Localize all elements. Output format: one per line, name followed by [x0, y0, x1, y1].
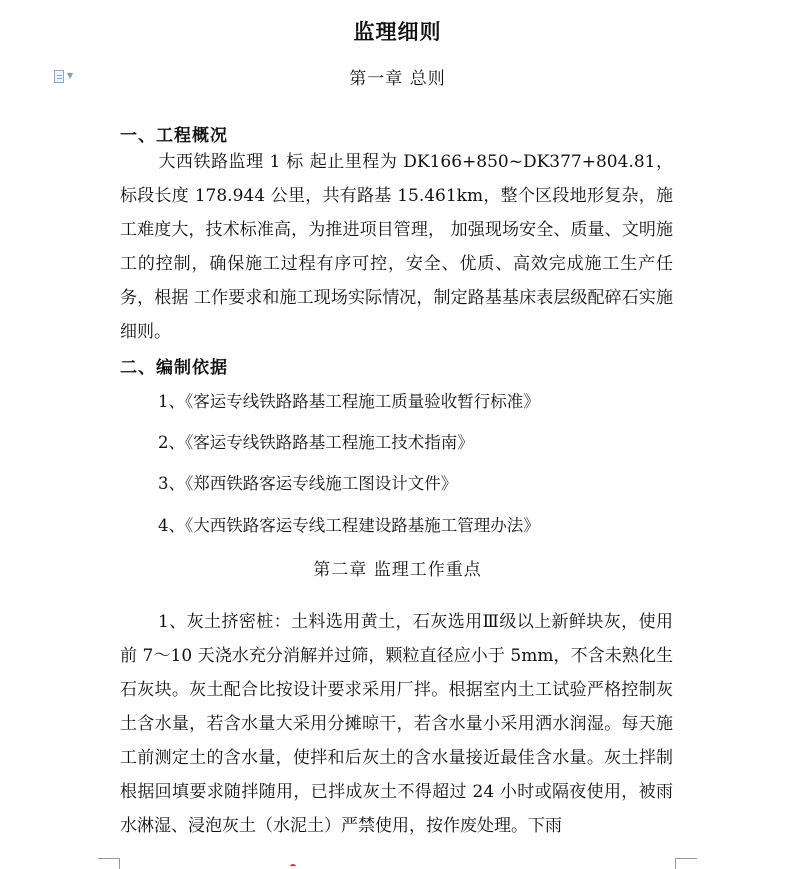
page-corner-mark-right	[675, 858, 697, 869]
key-points-paragraph	[120, 605, 673, 843]
key-points-text: 1、灰土挤密桩：土料选用黄土，石灰选用Ⅲ级以上新鲜块灰，使用前 7～10 天浇水充分消解并过筛，颗粒直径应小于 5mm，不含未熟化生石灰块。灰土配合比按设计要求采用厂拌。根据室内土工试验严格控制灰土含水量，若含水量大采用分摊晾干，若含水量小采用洒水润湿。每天施工前测定土的含水量，使拌和后灰土的含水量接近最佳含水量。灰土拌制根据回填要求随拌随用，已拌成灰土不得超过 24 小时或隔夜使用，被雨水淋湿、浸泡灰土（水泥土）严禁使用，按作废处理。下雨	[120, 612, 673, 836]
overview-text: 大西铁路监理 1 标 起止里程为 DK166+850~DK377+804.81，标段长度 178.944 公里，共有路基 15.461km，整个区段地形复杂，施工难度大，技术标准高，为推进项目管理， 加强现场安全、质量、文明施工的控制，确保施工过程有序可控，安全、优质、高效完成施工生产任务，根据 工作要求和施工现场实际情况，制定路基基床表层级配碎石实施细则。	[120, 152, 673, 342]
page-corner-mark-left	[98, 858, 120, 869]
reference-item: 4、《大西铁路客运专线工程建设路基施工管理办法》	[158, 516, 540, 535]
reference-item: 2、《客运专线铁路路基工程施工技术指南》	[158, 433, 474, 452]
overview-paragraph	[120, 145, 673, 349]
spellcheck-mark	[290, 864, 296, 869]
section-heading-basis: 二、编制依据	[120, 358, 228, 378]
section-heading-overview: 一、工程概况	[120, 126, 228, 146]
document-title: 监理细则	[353, 19, 442, 44]
chapter-2-heading: 第二章 监理工作重点	[313, 560, 482, 580]
chevron-down-icon: ▼	[67, 71, 74, 80]
reference-item: 3、《郑西铁路客运专线施工图设计文件》	[158, 474, 458, 493]
cropped-previous-heading	[228, 0, 568, 2]
reference-item: 1、《客运专线铁路路基工程施工质量验收暂行标准》	[158, 392, 540, 411]
chapter-1-heading: 第一章 总则	[349, 69, 446, 89]
